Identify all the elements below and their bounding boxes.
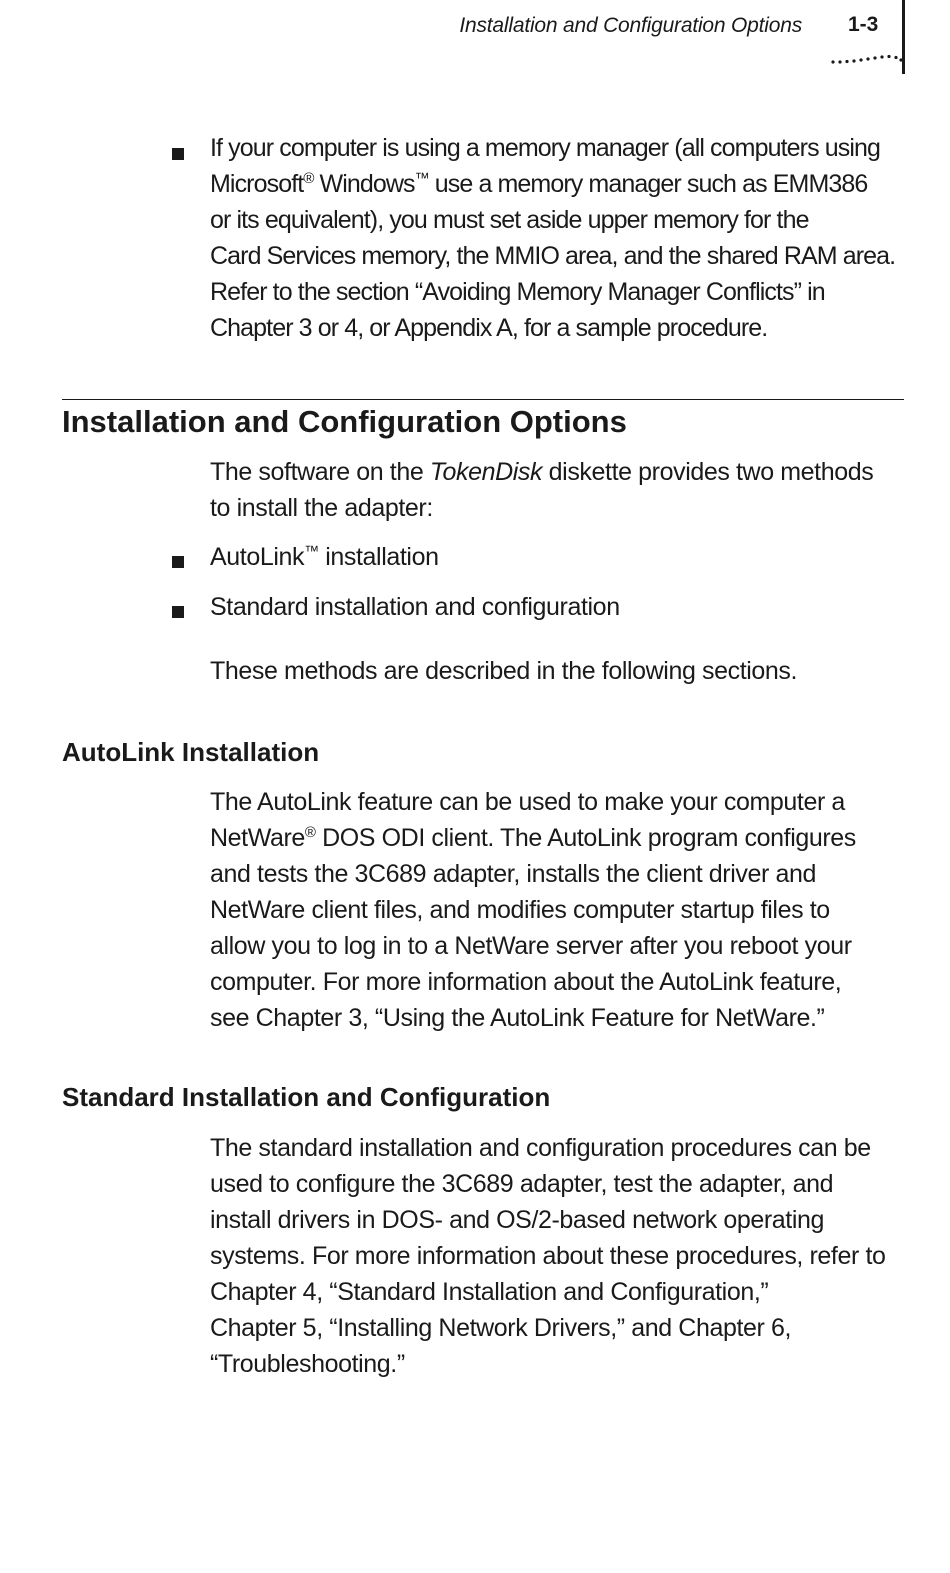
text-line: Card Services memory, the MMIO area, and the shared RAM area. [210, 242, 896, 270]
standard-heading: Standard Installation and Configuration [62, 1082, 551, 1112]
page-number: 1-3 [848, 13, 879, 36]
text-line: Chapter 4, “Standard Installation and Configuration,” [210, 1278, 769, 1306]
text-line: NetWare client files, and modifies computer startup files to [210, 896, 830, 924]
text-line: If your computer is using a memory manager (all computers using [210, 134, 880, 162]
text-line: and tests the 3C689 adapter, installs the client driver and [210, 860, 816, 888]
bullet-icon [172, 148, 184, 160]
text-line: NetWare® DOS ODI client. The AutoLink program configures [210, 824, 856, 852]
method-bullet-autolink: AutoLink™ installation [210, 543, 439, 571]
running-header-title: Installation and Configuration Options [459, 14, 802, 37]
text-line: The AutoLink feature can be used to make your computer a [210, 788, 845, 816]
text-line: “Troubleshooting.” [210, 1350, 405, 1378]
header-dots-ornament [830, 50, 904, 66]
method-bullet-standard: Standard installation and configuration [210, 593, 620, 621]
text-line: install drivers in DOS- and OS/2-based network operating [210, 1206, 825, 1234]
section-divider [62, 399, 904, 400]
text-line: Microsoft® Windows™ use a memory manager such as EMM386 [210, 170, 868, 198]
text-line: to install the adapter: [210, 494, 433, 522]
memory-manager-bullet [210, 130, 910, 346]
text-line: Chapter 5, “Installing Network Drivers,” and Chapter 6, [210, 1314, 792, 1342]
bullet-icon [172, 556, 184, 568]
text-line: systems. For more information about these procedures, refer to [210, 1242, 886, 1270]
section-heading: Installation and Configuration Options [62, 404, 627, 439]
text-line: Chapter 3 or 4, or Appendix A, for a sample procedure. [210, 314, 768, 342]
text-line: used to configure the 3C689 adapter, test the adapter, and [210, 1170, 834, 1198]
bullet-icon [172, 606, 184, 618]
section-closing: These methods are described in the following sections. [210, 657, 798, 685]
text-line: The software on the TokenDisk diskette provides two methods [210, 458, 874, 486]
standard-paragraph [210, 1130, 910, 1382]
autolink-heading: AutoLink Installation [62, 737, 320, 767]
text-line: see Chapter 3, “Using the AutoLink Feature for NetWare.” [210, 1004, 825, 1032]
text-line: computer. For more information about the AutoLink feature, [210, 968, 842, 996]
section-intro [210, 454, 910, 526]
text-line: Refer to the section “Avoiding Memory Manager Conflicts” in [210, 278, 825, 306]
text-line: allow you to log in to a NetWare server after you reboot your [210, 932, 852, 960]
text-line: The standard installation and configuration procedures can be [210, 1134, 871, 1162]
autolink-paragraph [210, 784, 910, 1036]
text-line: or its equivalent), you must set aside upper memory for the [210, 206, 809, 234]
